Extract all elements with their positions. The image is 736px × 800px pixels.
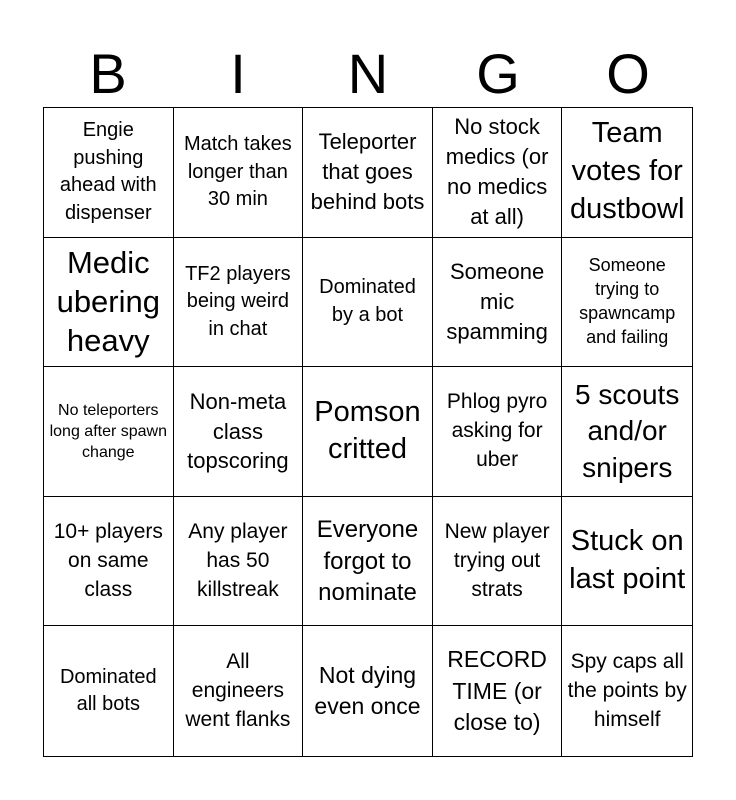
cell-text: Someone mic spamming: [446, 259, 548, 344]
bingo-cell[interactable]: [303, 626, 433, 756]
cell-text: Not dying even once: [314, 661, 421, 720]
bingo-cell[interactable]: [44, 626, 174, 756]
cell-text: Dominated by a bot: [319, 276, 416, 326]
bingo-cell[interactable]: [44, 497, 174, 627]
bingo-cell[interactable]: [433, 108, 563, 238]
cell-text: Medic ubering heavy: [56, 245, 160, 359]
cell-text: No teleporters long after spawn change: [49, 401, 167, 462]
bingo-cell[interactable]: [174, 497, 304, 627]
bingo-cell[interactable]: [174, 367, 304, 497]
bingo-cell[interactable]: [303, 108, 433, 238]
bingo-cell[interactable]: [44, 108, 174, 238]
cell-text: Spy caps all the points by himself: [567, 649, 687, 731]
cell-text: Pomson critted: [314, 395, 421, 466]
cell-text: Stuck on last point: [569, 525, 686, 596]
cell-text: RECORD TIME (or close to): [447, 646, 547, 735]
bingo-cell[interactable]: [433, 238, 563, 368]
header-letter-b: B: [89, 42, 127, 105]
header-letter-i: I: [230, 42, 246, 105]
cell-text: 10+ players on same class: [53, 519, 163, 601]
bingo-cell[interactable]: [174, 238, 304, 368]
cell-text: Non-meta class topscoring: [187, 388, 289, 474]
cell-text: 5 scouts and/or snipers: [575, 378, 680, 483]
bingo-board: [43, 107, 693, 757]
bingo-cell[interactable]: [44, 367, 174, 497]
cell-text: Teleporter that goes behind bots: [310, 129, 425, 215]
cell-text: TF2 players being weird in chat: [185, 262, 291, 340]
cell-text: Match takes longer than 30 min: [183, 132, 292, 211]
bingo-cell[interactable]: [433, 367, 563, 497]
bingo-cell[interactable]: [562, 238, 692, 368]
bingo-cell[interactable]: [433, 626, 563, 756]
bingo-cell[interactable]: [562, 626, 692, 756]
cell-text: No stock medics (or no medics at all): [445, 114, 549, 230]
bingo-cell[interactable]: [562, 367, 692, 497]
bingo-cell[interactable]: [44, 238, 174, 368]
cell-text: All engineers went flanks: [185, 649, 291, 731]
header-letter-n: N: [347, 42, 389, 105]
cell-text: Everyone forgot to nominate: [316, 516, 419, 606]
bingo-cell[interactable]: [303, 238, 433, 368]
bingo-cell[interactable]: [562, 497, 692, 627]
cell-text: Dominated all bots: [59, 665, 157, 716]
cell-text: Engie pushing ahead with dispenser: [59, 119, 157, 224]
cell-text: Someone trying to spawncamp and failing: [579, 255, 676, 347]
bingo-cell[interactable]: [303, 367, 433, 497]
bingo-cell[interactable]: [433, 497, 563, 627]
cell-text: New player trying out strats: [444, 519, 550, 601]
bingo-cell[interactable]: [562, 108, 692, 238]
cell-text: Team votes for dustbowl: [569, 117, 685, 226]
bingo-cell[interactable]: [174, 626, 304, 756]
header-letter-o: O: [606, 42, 650, 105]
header-letter-g: G: [476, 42, 520, 105]
bingo-header: [43, 43, 693, 105]
bingo-cell[interactable]: [174, 108, 304, 238]
bingo-cell[interactable]: [303, 497, 433, 627]
cell-text: Phlog pyro asking for uber: [446, 390, 548, 471]
cell-text: Any player has 50 killstreak: [188, 519, 288, 601]
